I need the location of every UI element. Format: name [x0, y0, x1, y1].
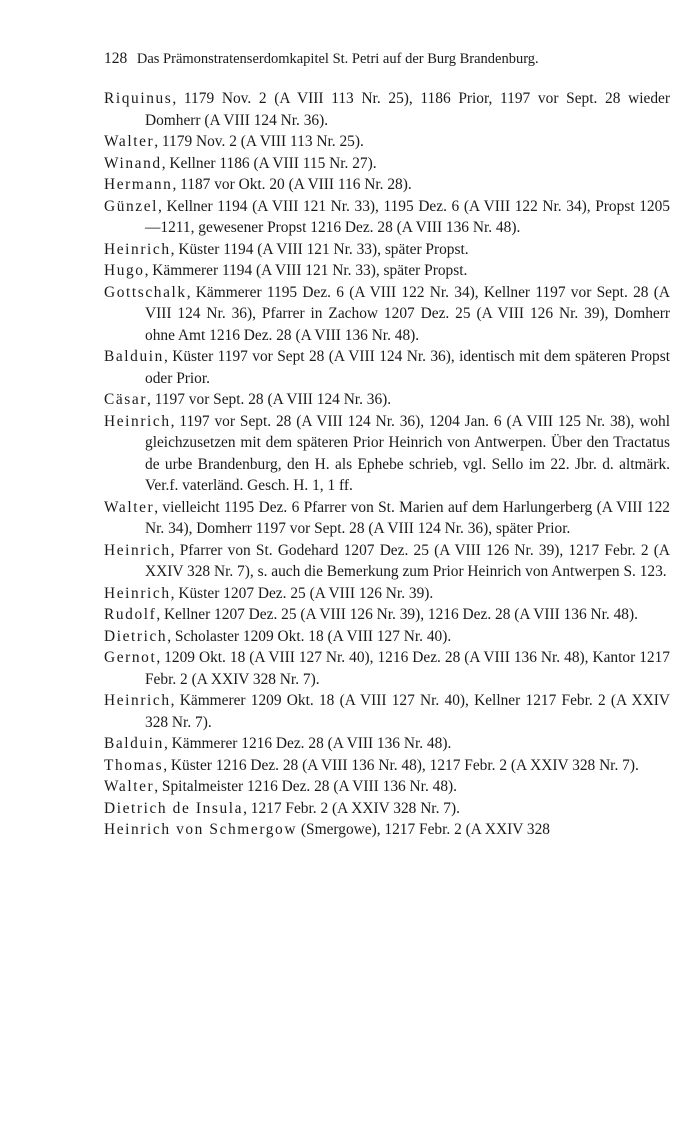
- entry-text: , Kämmerer 1216 Dez. 28 (A VIII 136 Nr. 48).: [163, 735, 452, 752]
- entry-text: , Spitalmeister 1216 Dez. 28 (A VIII 136 Nr. 48).: [154, 778, 458, 795]
- page-number: 128: [104, 50, 128, 67]
- entry-name: Hermann: [104, 176, 173, 193]
- document-page: [104, 48, 670, 841]
- entry-name: Hugo: [104, 262, 145, 279]
- entry-text: , Kellner 1207 Dez. 25 (A VIII 126 Nr. 39), 1216 Dez. 28 (A VIII 136 Nr. 48).: [156, 606, 638, 623]
- entry-text: , 1179 Nov. 2 (A VIII 113 Nr. 25).: [154, 133, 364, 150]
- entry-name: Winand: [104, 154, 162, 172]
- entry-name: Walter: [104, 133, 155, 150]
- entry-name: Dietrich: [104, 627, 168, 645]
- entry-name: Cäsar: [104, 391, 148, 408]
- list-item: [104, 411, 670, 497]
- running-title: Das Prämonstratenserdomkapitel St. Petri auf der Burg Brandenburg.: [136, 51, 539, 67]
- entry-name: Heinrich: [104, 692, 171, 709]
- list-item: [104, 153, 670, 175]
- list-item: [104, 647, 670, 690]
- entry-text: , Küster 1216 Dez. 28 (A VIII 136 Nr. 48), 1217 Febr. 2 (A XXIV 328 Nr. 7).: [163, 756, 639, 774]
- entry-text: , Küster 1194 (A VIII 121 Nr. 33), später Propst.: [170, 240, 469, 258]
- list-item: [104, 282, 670, 347]
- list-item: [104, 540, 670, 583]
- entry-text: , 1187 vor Okt. 20 (A VIII 116 Nr. 28).: [172, 176, 412, 193]
- entry-name: Balduin: [104, 735, 164, 752]
- entry-text: , Kellner 1194 (A VIII 121 Nr. 33), 1195 Dez. 6 (A VIII 122 Nr. 34), Propst 1205—1211, gewesener Propst 1216 Dez. 28 (A VIII 136 Nr. 48).: [145, 197, 670, 236]
- entry-text: , 1179 Nov. 2 (A VIII 113 Nr. 25), 1186 Prior, 1197 vor Sept. 28 wieder Domherr (A VIII 124 Nr. 36).: [145, 90, 670, 129]
- entry-text: , Kämmerer 1195 Dez. 6 (A VIII 122 Nr. 34), Kellner 1197 vor Sept. 28 (A VIII 124 Nr. 36), Pfarrer in Zachow 1207 Dez. 25 (A VIII 126 Nr. 39), Domherr ohne Amt 1216 Dez. 28 (A VIII 136 Nr. 48).: [145, 283, 670, 344]
- list-item: [104, 755, 670, 777]
- list-item: [104, 174, 670, 196]
- list-item: [104, 389, 670, 411]
- entry-text: , Küster 1197 vor Sept 28 (A VIII 124 Nr. 36), identisch mit dem späteren Propst oder Prior.: [145, 348, 670, 387]
- entry-name: Balduin: [104, 348, 164, 365]
- list-item: [104, 196, 670, 239]
- list-item: [104, 260, 670, 282]
- entry-text: , Scholaster 1209 Okt. 18 (A VIII 127 Nr. 40).: [167, 627, 452, 645]
- entry-text: , Pfarrer von St. Godehard 1207 Dez. 25 (A VIII 126 Nr. 39), 1217 Febr. 2 (A XXIV 328 Nr. 7), s. auch die Bemerkung zum Prior Heinrich von Antwerpen S. 123.: [145, 541, 670, 580]
- list-item: [104, 626, 670, 648]
- list-item: [104, 497, 670, 540]
- list-item: [104, 798, 670, 820]
- entry-name: Heinrich: [104, 541, 171, 559]
- list-item: [104, 776, 670, 798]
- entry-name: Heinrich von Schmergow: [104, 821, 298, 838]
- entry-text: , 1217 Febr. 2 (A XXIV 328 Nr. 7).: [243, 799, 460, 817]
- entry-text: , Kämmerer 1209 Okt. 18 (A VIII 127 Nr. 40), Kellner 1217 Febr. 2 (A XXIV 328 Nr. 7).: [145, 692, 670, 731]
- entry-text: (Smergowe), 1217 Febr. 2 (A XXIV 328: [297, 821, 551, 838]
- entry-text: , 1197 vor Sept. 28 (A VIII 124 Nr. 36), 1204 Jan. 6 (A VIII 125 Nr. 38), wohl gleichzusetzen mit dem späteren Prior Heinrich von Antwerpen. Über den Tractatus de urbe Brandenburg, den H. als Ephebe schrieb, vgl. Sello im 22. Jbr. d. altmärk. Ver.f. vaterländ. Gesch. H. 1, 1 ff.: [145, 412, 670, 494]
- list-item: [104, 131, 670, 153]
- entry-name: Heinrich: [104, 412, 171, 430]
- list-item: [104, 819, 670, 841]
- entry-text: , Kämmerer 1194 (A VIII 121 Nr. 33), später Propst.: [144, 262, 468, 279]
- entry-name: Walter: [104, 778, 155, 795]
- entry-name: Rudolf: [104, 606, 157, 623]
- entry-name: Heinrich: [104, 240, 171, 258]
- list-item: [104, 88, 670, 131]
- list-item: [104, 690, 670, 733]
- entry-name: Thomas: [104, 756, 164, 774]
- list-item: [104, 733, 670, 755]
- list-item: [104, 239, 670, 261]
- list-item: [104, 346, 670, 389]
- entry-text: , 1209 Okt. 18 (A VIII 127 Nr. 40), 1216 Dez. 28 (A VIII 136 Nr. 48), Kantor 1217 Febr. 2 (A XXIV 328 Nr. 7).: [145, 649, 670, 688]
- entry-text: , Kellner 1186 (A VIII 115 Nr. 27).: [161, 154, 377, 172]
- running-header: [104, 48, 670, 70]
- entry-text: , Küster 1207 Dez. 25 (A VIII 126 Nr. 39).: [170, 584, 434, 602]
- entry-name: Walter: [104, 498, 155, 516]
- entry-text: , 1197 vor Sept. 28 (A VIII 124 Nr. 36).: [147, 391, 392, 408]
- entry-text: , vielleicht 1195 Dez. 6 Pfarrer von St. Marien auf dem Harlungerberg (A VIII 122 Nr. 34), Domherr 1197 vor Sept. 28 (A VIII 124 Nr. 36), später Prior.: [145, 498, 670, 537]
- entry-name: Dietrich de Insula: [104, 799, 244, 817]
- entry-name: Heinrich: [104, 584, 171, 602]
- list-item: [104, 604, 670, 626]
- entry-name: Günzel: [104, 197, 159, 215]
- entry-name: Riquinus: [104, 90, 173, 107]
- entry-name: Gernot: [104, 649, 157, 666]
- canon-list: [104, 88, 670, 841]
- entry-name: Gottschalk: [104, 283, 187, 301]
- list-item: [104, 583, 670, 605]
